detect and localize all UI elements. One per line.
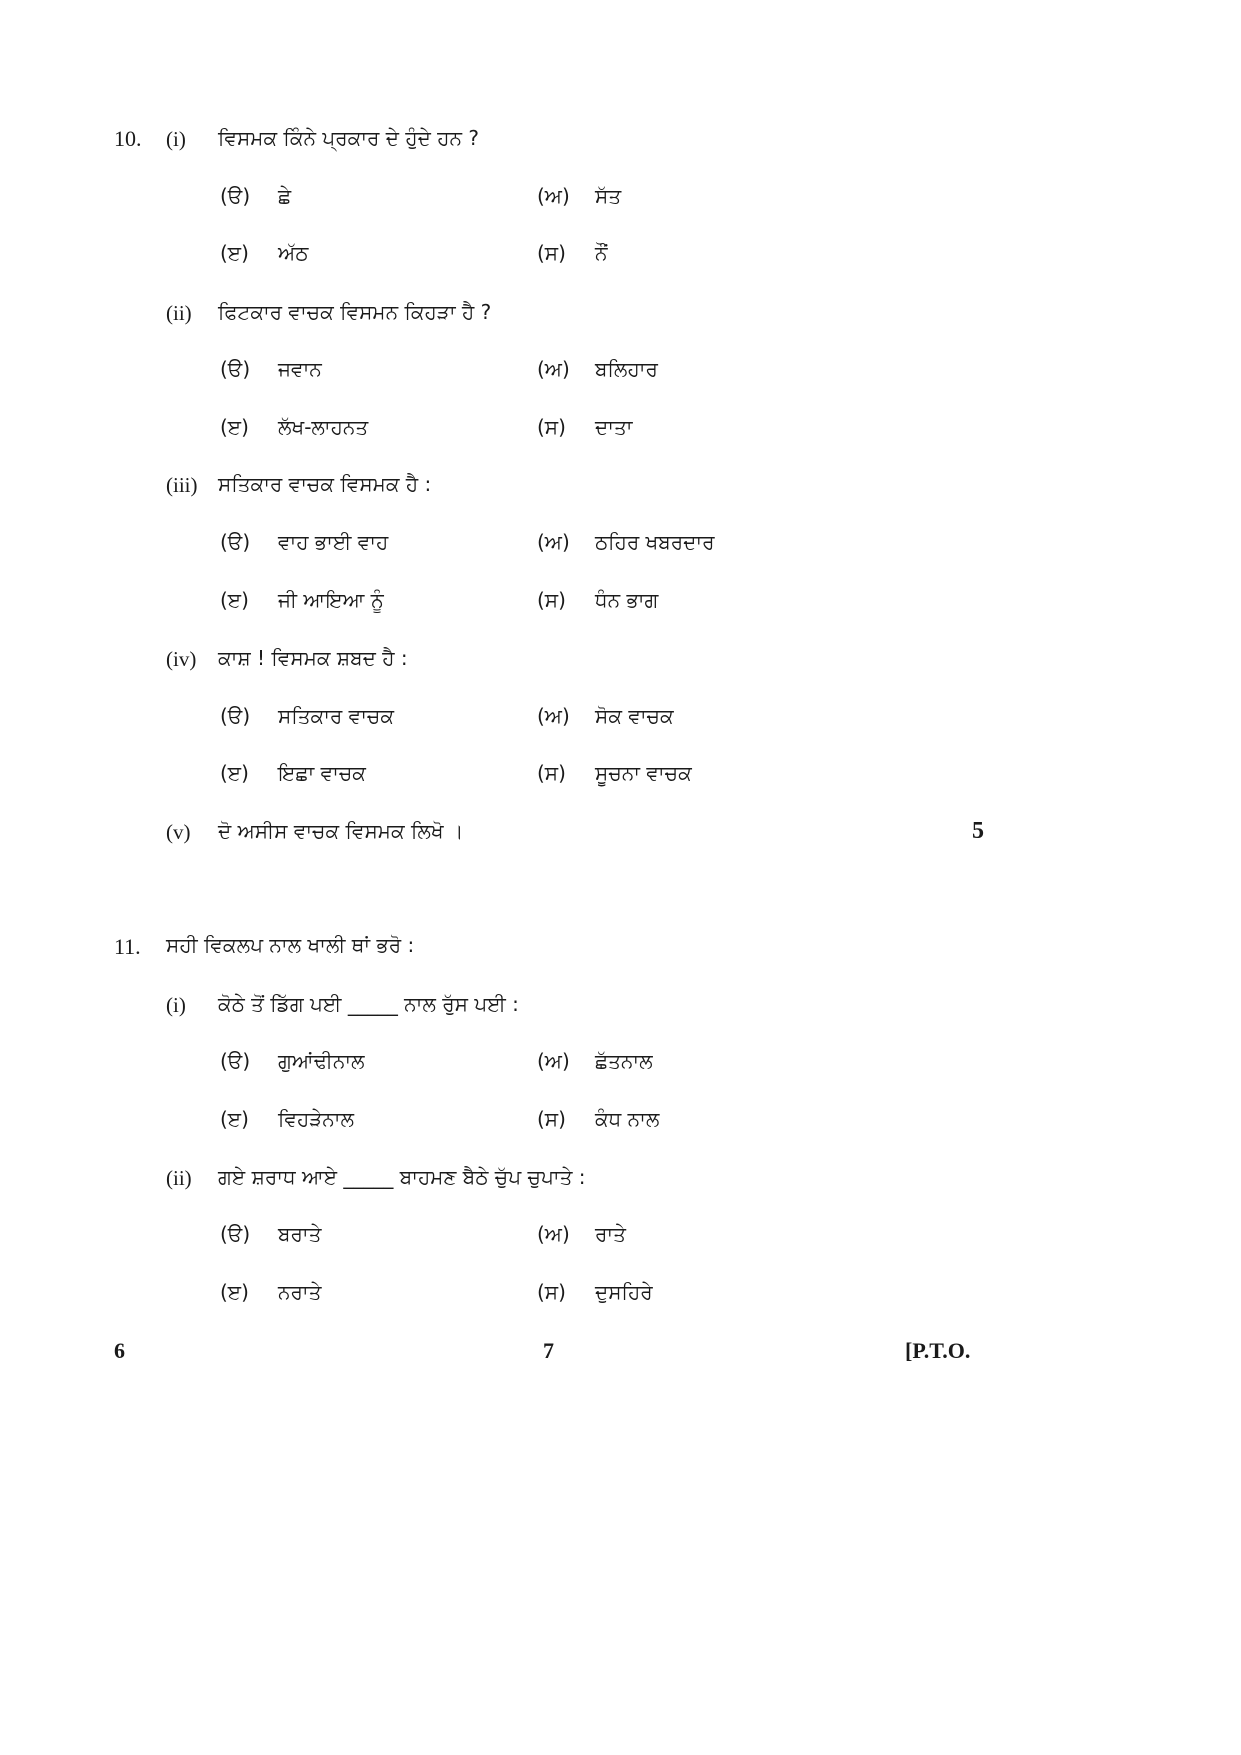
option-text: ਅੱਠ — [278, 241, 309, 265]
option — [537, 241, 608, 265]
option-label: (ਸ) — [537, 415, 566, 439]
question-stem: ਕੋਠੇ ਤੋਂ ਡਿੱਗ ਪਈ _____ ਨਾਲ ਰੁੱਸ ਪਈ : — [218, 992, 519, 1016]
subquestion-label: (ii) — [166, 301, 192, 325]
question-stem: ਸਹੀ ਵਿਕਲਪ ਨਾਲ ਖਾਲੀ ਥਾਂ ਭਰੋ : — [166, 933, 415, 957]
option — [220, 704, 394, 728]
option-text: ਸੂਚਨਾ ਵਾਚਕ — [595, 761, 692, 785]
option-text: ਠਹਿਰ ਖਬਰਦਾਰ — [595, 530, 715, 554]
option-text: ਵਾਹ ਭਾਈ ਵਾਹ — [278, 530, 389, 554]
option-label: (ਸ) — [537, 588, 566, 612]
option-label: (ੲ) — [220, 1107, 249, 1131]
page-number: 7 — [543, 1338, 554, 1363]
option-label: (ੳ) — [220, 1049, 251, 1073]
option-label: (ਅ) — [537, 184, 570, 208]
option — [537, 184, 621, 208]
option-text: ਸਤਿਕਾਰ ਵਾਚਕ — [278, 704, 395, 728]
option-text: ਕੰਧ ਨਾਲ — [595, 1107, 660, 1131]
option-text: ਲੱਖ-ਲਾਹਨਤ — [278, 415, 369, 439]
option — [537, 415, 632, 439]
question-stem: ਫਿਟਕਾਰ ਵਾਚਕ ਵਿਸਮਨ ਕਿਹੜਾ ਹੈ ? — [218, 300, 492, 324]
subquestion-label: (i) — [166, 993, 186, 1017]
option-text: ਧੰਨ ਭਾਗ — [595, 588, 659, 612]
option — [537, 357, 658, 381]
option-text: ਨਰਾਤੇ — [278, 1280, 322, 1304]
option — [220, 1280, 321, 1304]
option — [537, 1280, 653, 1304]
option — [220, 184, 291, 208]
option — [537, 761, 692, 785]
option — [220, 415, 368, 439]
option-text: ਦੁਸਹਿਰੇ — [595, 1280, 653, 1304]
option — [220, 241, 308, 265]
question-stem: ਕਾਸ਼ ! ਵਿਸਮਕ ਸ਼ਬਦ ਹੈ : — [218, 646, 408, 670]
option-text: ਛੇ — [278, 184, 292, 208]
question-stem: ਗਏ ਸ਼ਰਾਧ ਆਏ _____ ਬਾਹਮਣ ਬੈਠੇ ਚੁੱਪ ਚੁਪਾਤੇ : — [218, 1165, 586, 1189]
option-text: ਬਲਿਹਾਰ — [595, 357, 658, 381]
option — [220, 761, 366, 785]
option — [537, 588, 658, 612]
option-text: ਦਾਤਾ — [595, 415, 633, 439]
option-label: (ੲ) — [220, 1280, 249, 1304]
option-text: ਬਰਾਤੇ — [278, 1222, 322, 1246]
option — [537, 1222, 626, 1246]
question-stem: ਸਤਿਕਾਰ ਵਾਚਕ ਵਿਸਮਕ ਹੈ : — [218, 472, 432, 496]
option-text: ਨੌਂ — [595, 241, 608, 265]
subquestion-label: (i) — [166, 127, 186, 151]
option — [220, 1222, 321, 1246]
option — [220, 1107, 354, 1131]
question-stem: ਦੋ ਅਸੀਸ ਵਾਚਕ ਵਿਸਮਕ ਲਿਖੋ । — [218, 819, 464, 843]
option-label: (ੳ) — [220, 704, 251, 728]
option-label: (ਸ) — [537, 761, 566, 785]
marks: 5 — [972, 818, 984, 844]
option-label: (ੲ) — [220, 415, 249, 439]
option — [537, 1107, 659, 1131]
option-label: (ਅ) — [537, 530, 570, 554]
option-label: (ੳ) — [220, 530, 251, 554]
subquestion-label: (v) — [166, 820, 191, 844]
option-label: (ਅ) — [537, 1222, 570, 1246]
option-text: ਜੀ ਆਇਆ ਨੂੰ — [278, 588, 384, 612]
option-text: ਇਛਾ ਵਾਚਕ — [278, 761, 366, 785]
option-label: (ਸ) — [537, 1107, 566, 1131]
question-number: 10. — [114, 126, 142, 151]
option — [220, 530, 388, 554]
option-label: (ੳ) — [220, 1222, 251, 1246]
option-label: (ੲ) — [220, 241, 249, 265]
option-label: (ਅ) — [537, 357, 570, 381]
option — [537, 1049, 653, 1073]
footer-left-number: 6 — [114, 1338, 125, 1363]
option-label: (ੲ) — [220, 588, 249, 612]
option-text: ਸੱਤ — [595, 184, 622, 208]
option-text: ਜਵਾਨ — [278, 357, 322, 381]
option-label: (ੳ) — [220, 184, 251, 208]
option — [537, 704, 674, 728]
option-text: ਛੱਤਨਾਲ — [595, 1049, 653, 1073]
option — [220, 588, 384, 612]
subquestion-label: (iii) — [166, 473, 198, 497]
option-label: (ਅ) — [537, 704, 570, 728]
option-text: ਰਾਤੇ — [595, 1222, 626, 1246]
option-text: ਗੁਆਂਢੀਨਾਲ — [278, 1049, 365, 1073]
option-label: (ੲ) — [220, 761, 249, 785]
option-label: (ਸ) — [537, 241, 566, 265]
question-stem: ਵਿਸਮਕ ਕਿੰਨੇ ਪ੍ਰਕਾਰ ਦੇ ਹੁੰਦੇ ਹਨ ? — [218, 126, 480, 150]
option-text: ਸੋਕ ਵਾਚਕ — [595, 704, 674, 728]
option-label: (ਸ) — [537, 1280, 566, 1304]
option — [220, 1049, 365, 1073]
subquestion-label: (iv) — [166, 647, 197, 671]
option-label: (ਅ) — [537, 1049, 570, 1073]
pto-label: [P.T.O. — [905, 1338, 971, 1363]
question-number: 11. — [114, 934, 141, 959]
subquestion-label: (ii) — [166, 1166, 192, 1190]
option — [220, 357, 322, 381]
option-label: (ੳ) — [220, 357, 251, 381]
option-text: ਵਿਹੜੇਨਾਲ — [278, 1107, 355, 1131]
option — [537, 530, 715, 554]
